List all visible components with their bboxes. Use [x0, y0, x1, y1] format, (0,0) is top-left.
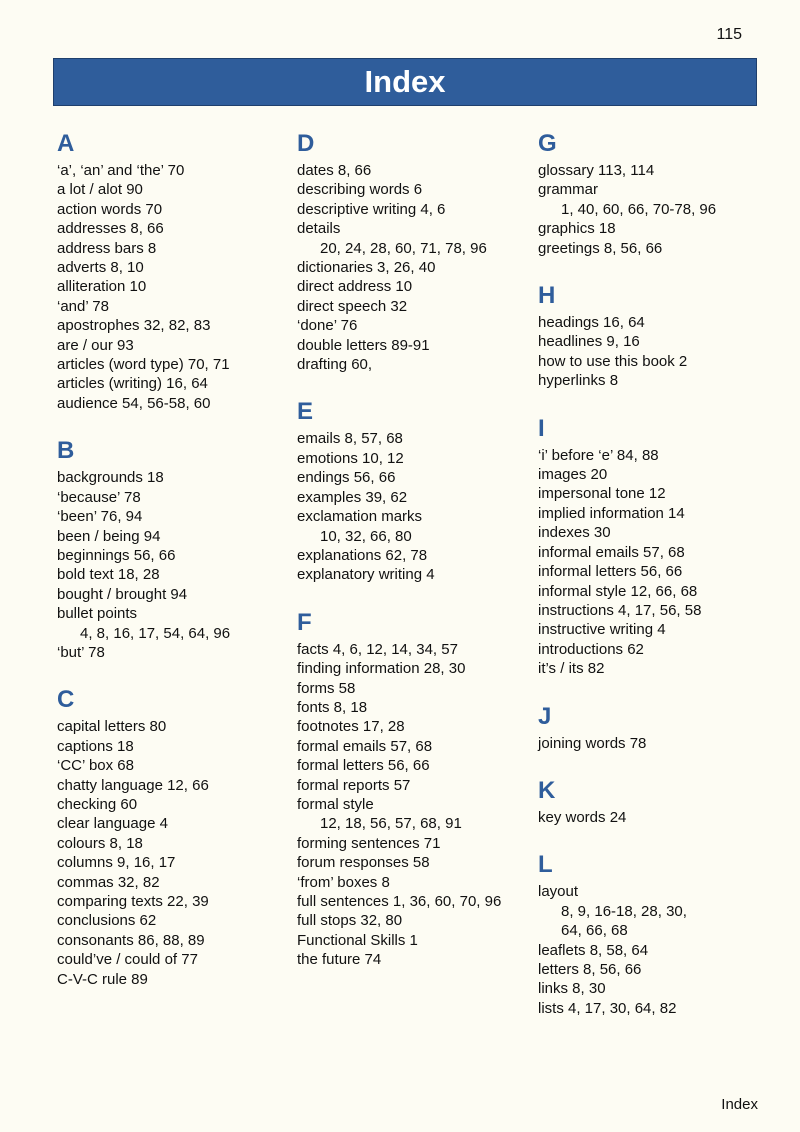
- index-entry: the future 74: [297, 951, 382, 969]
- index-columns: [57, 128, 757, 1068]
- index-entry: beginnings 56, 66: [57, 546, 176, 564]
- index-entry: are / our 93: [57, 336, 134, 354]
- index-entry: a lot / alot 90: [57, 181, 143, 199]
- index-entry: endings 56, 66: [297, 469, 396, 487]
- section-letter: H: [538, 282, 556, 310]
- index-entry: conclusions 62: [57, 912, 157, 930]
- index-entry: apostrophes 32, 82, 83: [57, 317, 211, 335]
- index-entry: grammar: [538, 181, 599, 199]
- index-entry-pages: 10, 32, 66, 80: [320, 527, 412, 545]
- page-title: Index: [364, 64, 446, 99]
- index-entry-pages: 64, 66, 68: [561, 922, 628, 940]
- index-entry: impersonal tone 12: [538, 485, 666, 503]
- index-section: [538, 128, 768, 258]
- index-section: [297, 607, 527, 970]
- index-entry: instructive writing 4: [538, 621, 666, 639]
- index-entry: informal style 12, 66, 68: [538, 582, 698, 600]
- index-entry: forming sentences 71: [297, 834, 441, 852]
- index-entry: address bars 8: [57, 239, 157, 257]
- index-entry: Functional Skills 1: [297, 931, 418, 949]
- index-entry: checking 60: [57, 795, 138, 813]
- index-entry: informal emails 57, 68: [538, 543, 685, 561]
- index-section: [538, 701, 768, 753]
- index-entry: exclamation marks: [297, 508, 423, 526]
- index-entry: indexes 30: [538, 524, 611, 542]
- index-entry: explanations 62, 78: [297, 546, 428, 564]
- index-entry: direct speech 32: [297, 297, 408, 315]
- index-entry: explanatory writing 4: [297, 566, 435, 584]
- index-entry: informal letters 56, 66: [538, 563, 683, 581]
- index-entry: links 8, 30: [538, 980, 606, 998]
- section-letter: J: [538, 702, 552, 730]
- index-entry: dates 8, 66: [297, 162, 372, 179]
- index-entry: ‘but’ 78: [57, 643, 105, 661]
- index-entry-pages: 4, 8, 16, 17, 54, 64, 96: [80, 624, 231, 642]
- index-entry: action words 70: [57, 200, 163, 218]
- index-entry: letters 8, 56, 66: [538, 960, 642, 978]
- index-entry: captions 18: [57, 737, 134, 755]
- index-entry: forum responses 58: [297, 854, 430, 872]
- index-entry: how to use this book 2: [538, 352, 688, 370]
- index-entry: ‘because’ 78: [57, 488, 141, 506]
- index-entry-pages: 8, 9, 16-18, 28, 30,: [561, 902, 687, 920]
- index-entry: bullet points: [57, 605, 138, 623]
- index-section: [538, 849, 768, 1018]
- index-entry: full sentences 1, 36, 60, 70, 96: [297, 893, 502, 910]
- index-entry: could’ve / could of 77: [57, 951, 198, 969]
- section-letter: K: [538, 776, 556, 804]
- index-entry: joining words 78: [538, 734, 647, 752]
- index-entry: emails 8, 57, 68: [297, 430, 403, 448]
- index-entry: articles (writing) 16, 64: [57, 375, 208, 393]
- index-entry: consonants 86, 88, 89: [57, 931, 205, 949]
- index-entry: introductions 62: [538, 640, 644, 658]
- section-letter: G: [538, 130, 557, 157]
- index-entry: ‘and’ 78: [57, 297, 109, 315]
- index-entry: ‘done’ 76: [297, 317, 358, 335]
- index-entry: clear language 4: [57, 815, 168, 833]
- index-entry: capital letters 80: [57, 718, 167, 736]
- index-entry: full stops 32, 80: [297, 912, 403, 930]
- index-section: [57, 128, 287, 413]
- section-letter: L: [538, 851, 553, 879]
- index-entry-pages: 20, 24, 28, 60, 71, 78, 96: [320, 239, 487, 257]
- index-entry: direct address 10: [297, 278, 413, 296]
- index-entry: headings 16, 64: [538, 314, 645, 332]
- index-entry: ‘been’ 76, 94: [57, 508, 143, 526]
- index-column-3: [538, 128, 768, 1040]
- index-entry: describing words 6: [297, 181, 423, 199]
- section-letter: D: [297, 130, 315, 157]
- index-entry-pages: 1, 40, 60, 66, 70-78, 96: [561, 200, 717, 218]
- index-entry: layout: [538, 883, 579, 901]
- index-entry: backgrounds 18: [57, 469, 164, 487]
- page-number: 115: [716, 26, 742, 43]
- index-entry: examples 39, 62: [297, 488, 408, 506]
- index-entry: chatty language 12, 66: [57, 776, 209, 794]
- section-letter: B: [57, 437, 75, 465]
- index-entry: comparing texts 22, 39: [57, 893, 209, 910]
- index-section: [297, 128, 527, 374]
- index-entry: greetings 8, 56, 66: [538, 239, 663, 257]
- index-entry: forms 58: [297, 679, 356, 697]
- index-column-2: [297, 128, 527, 992]
- index-entry: drafting 60,: [297, 356, 373, 374]
- index-entry: been / being 94: [57, 527, 161, 545]
- index-entry: dictionaries 3, 26, 40: [297, 259, 436, 277]
- index-entry: images 20: [538, 466, 608, 484]
- index-entry: descriptive writing 4, 6: [297, 200, 446, 218]
- index-entry: double letters 89-91: [297, 336, 430, 354]
- index-entry: instructions 4, 17, 56, 58: [538, 601, 702, 619]
- section-letter: I: [538, 414, 545, 442]
- index-entry: C-V-C rule 89: [57, 970, 148, 988]
- index-section: [297, 396, 527, 584]
- section-letter: F: [297, 608, 312, 636]
- index-entry: addresses 8, 66: [57, 220, 164, 238]
- index-entry: hyperlinks 8: [538, 372, 619, 390]
- index-entry: emotions 10, 12: [297, 449, 404, 467]
- index-entry: details: [297, 220, 341, 238]
- index-entry: audience 54, 56-58, 60: [57, 394, 211, 412]
- index-section: [57, 684, 287, 989]
- index-entry: ‘a’, ‘an’ and ‘the’ 70: [57, 162, 185, 179]
- index-entry-pages: 12, 18, 56, 57, 68, 91: [320, 815, 462, 833]
- index-entry: ‘CC’ box 68: [57, 757, 134, 775]
- title-banner: [53, 58, 757, 106]
- index-entry: glossary 113, 114: [538, 162, 655, 179]
- index-column-1: [57, 128, 287, 1011]
- index-section: [538, 775, 768, 827]
- index-entry: graphics 18: [538, 220, 616, 238]
- index-entry: adverts 8, 10: [57, 259, 144, 277]
- index-entry: articles (word type) 70, 71: [57, 356, 230, 374]
- index-entry: headlines 9, 16: [538, 333, 640, 351]
- index-entry: columns 9, 16, 17: [57, 854, 176, 872]
- index-entry: formal emails 57, 68: [297, 737, 433, 755]
- index-entry: it’s / its 82: [538, 660, 605, 678]
- index-entry: bought / brought 94: [57, 585, 188, 603]
- index-entry: ‘i’ before ‘e’ 84, 88: [538, 446, 659, 464]
- index-entry: formal letters 56, 66: [297, 757, 430, 775]
- index-section: [57, 435, 287, 662]
- index-entry: implied information 14: [538, 504, 685, 522]
- index-entry: alliteration 10: [57, 278, 147, 296]
- index-entry: formal style: [297, 795, 374, 813]
- index-entry: facts 4, 6, 12, 14, 34, 57: [297, 640, 458, 658]
- index-entry: leaflets 8, 58, 64: [538, 941, 649, 959]
- index-entry: colours 8, 18: [57, 834, 143, 852]
- index-entry: ‘from’ boxes 8: [297, 873, 390, 891]
- index-entry: fonts 8, 18: [297, 698, 368, 716]
- index-entry: key words 24: [538, 808, 627, 826]
- footer-label: Index: [721, 1096, 758, 1113]
- index-entry: finding information 28, 30: [297, 660, 466, 678]
- index-entry: lists 4, 17, 30, 64, 82: [538, 999, 677, 1017]
- section-letter: E: [297, 398, 314, 426]
- index-section: [538, 280, 768, 391]
- index-entry: bold text 18, 28: [57, 566, 160, 584]
- section-letter: A: [57, 130, 75, 157]
- index-entry: formal reports 57: [297, 776, 411, 794]
- index-entry: commas 32, 82: [57, 873, 160, 891]
- section-letter: C: [57, 686, 75, 714]
- index-entry: footnotes 17, 28: [297, 718, 405, 736]
- index-section: [538, 413, 768, 679]
